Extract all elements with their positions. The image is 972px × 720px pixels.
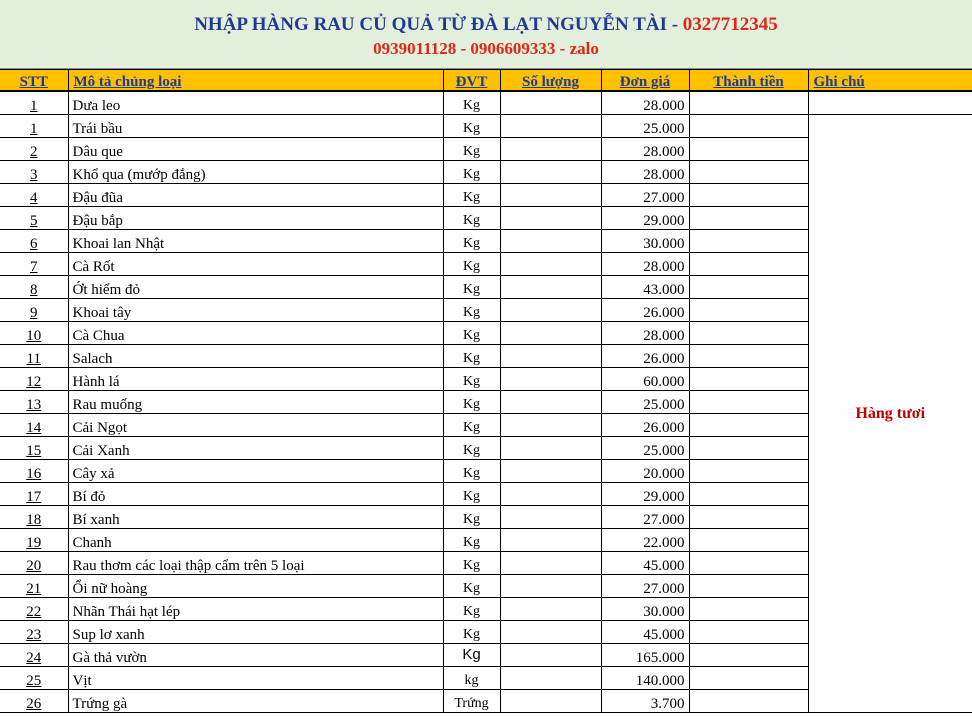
row-stt-cell[interactable]: 23 [0,621,68,644]
row-unit-cell[interactable]: Kg [443,368,500,391]
row-stt-cell[interactable]: 19 [0,529,68,552]
note-merged-cell[interactable]: Hàng tươi [808,115,972,713]
row-name-cell[interactable]: Vịt [68,667,443,690]
row-price-cell[interactable]: 26.000 [601,299,689,322]
row-price-cell[interactable]: 25.000 [601,437,689,460]
row-total-cell[interactable] [689,575,808,598]
row-unit-cell[interactable]: Kg [443,115,500,138]
row-stt-cell[interactable]: 24 [0,644,68,667]
row-total-cell[interactable] [689,91,808,115]
row-unit-cell[interactable]: kg [443,667,500,690]
row-unit-cell[interactable]: Kg [443,529,500,552]
row-unit-cell[interactable]: Kg [443,322,500,345]
row-price-cell[interactable]: 28.000 [601,91,689,115]
row-total-cell[interactable] [689,621,808,644]
row-price-cell[interactable]: 20.000 [601,460,689,483]
row-name-cell[interactable]: Cây xả [68,460,443,483]
row-quantity-cell[interactable] [500,253,601,276]
row-stt-cell[interactable]: 15 [0,437,68,460]
row-unit-cell[interactable]: Kg [443,598,500,621]
row-price-cell[interactable]: 30.000 [601,598,689,621]
row-stt-cell[interactable]: 18 [0,506,68,529]
row-total-cell[interactable] [689,299,808,322]
row-name-cell[interactable]: Hành lá [68,368,443,391]
row-name-cell[interactable]: Trứng gà [68,690,443,713]
row-unit-cell[interactable]: Kg [443,91,500,115]
col-header-price[interactable]: Đơn giá [601,70,689,92]
row-quantity-cell[interactable] [500,276,601,299]
row-price-cell[interactable]: 25.000 [601,391,689,414]
row-name-cell[interactable]: Bí xanh [68,506,443,529]
row-price-cell[interactable]: 28.000 [601,253,689,276]
row-name-cell[interactable]: Dâu que [68,138,443,161]
row-unit-cell[interactable] [443,644,500,667]
row-name-cell[interactable]: Ổi nữ hoàng [68,575,443,598]
row-stt-cell[interactable]: 5 [0,207,68,230]
row-price-cell[interactable]: 45.000 [601,552,689,575]
row-quantity-cell[interactable] [500,644,601,667]
row-unit-cell[interactable]: Kg [443,437,500,460]
row-unit-cell[interactable]: Kg [443,230,500,253]
header-contacts: 0939011128 - 0906609333 - zalo [373,39,599,58]
row-name-cell[interactable]: Bí đỏ [68,483,443,506]
row-total-cell[interactable] [689,460,808,483]
row-note-cell[interactable] [808,91,972,115]
row-stt-cell[interactable]: 1 [0,115,68,138]
row-total-cell[interactable] [689,115,808,138]
row-stt-cell[interactable]: 25 [0,667,68,690]
row-unit-cell[interactable]: Kg [443,621,500,644]
row-stt-cell[interactable]: 26 [0,690,68,713]
row-stt-cell[interactable]: 12 [0,368,68,391]
col-header-total[interactable]: Thành tiền [689,70,808,92]
row-quantity-cell[interactable] [500,690,601,713]
row-quantity-cell[interactable] [500,345,601,368]
row-name-cell[interactable]: Cà Rốt [68,253,443,276]
table-row [0,115,972,138]
row-total-cell[interactable] [689,667,808,690]
row-price-cell[interactable]: 27.000 [601,184,689,207]
row-unit-cell[interactable]: Kg [443,161,500,184]
row-stt-cell[interactable]: 11 [0,345,68,368]
row-total-cell[interactable] [689,644,808,667]
row-stt-cell[interactable]: 10 [0,322,68,345]
row-price-cell[interactable]: 3.700 [601,690,689,713]
row-unit-cell[interactable]: Trứng [443,690,500,713]
row-stt-cell[interactable]: 21 [0,575,68,598]
row-total-cell[interactable] [689,437,808,460]
row-stt-cell[interactable]: 16 [0,460,68,483]
row-quantity-cell[interactable] [500,161,601,184]
row-stt-cell[interactable]: 6 [0,230,68,253]
col-header-stt[interactable]: STT [0,70,68,92]
row-quantity-cell[interactable] [500,483,601,506]
row-quantity-cell[interactable] [500,138,601,161]
row-quantity-cell[interactable] [500,575,601,598]
row-unit-cell[interactable]: Kg [443,483,500,506]
table-body [0,91,972,713]
row-total-cell[interactable] [689,207,808,230]
row-stt-cell[interactable]: 17 [0,483,68,506]
row-unit-cell[interactable]: Kg [443,506,500,529]
row-quantity-cell[interactable] [500,506,601,529]
row-name-cell[interactable]: Cải Xanh [68,437,443,460]
row-name-cell[interactable]: Cà Chua [68,322,443,345]
row-unit-cell[interactable]: Kg [443,138,500,161]
row-quantity-cell[interactable] [500,115,601,138]
row-unit-cell[interactable]: Kg [443,207,500,230]
row-stt-cell[interactable]: 13 [0,391,68,414]
row-quantity-cell[interactable] [500,598,601,621]
header-title: NHẬP HÀNG RAU CỦ QUẢ TỪ ĐÀ LẠT NGUYỄN TÀI [194,14,667,35]
row-name-cell[interactable]: Sup lơ xanh [68,621,443,644]
row-total-cell[interactable] [689,483,808,506]
row-price-cell[interactable]: 28.000 [601,138,689,161]
row-name-cell[interactable]: Chanh [68,529,443,552]
row-quantity-cell[interactable] [500,184,601,207]
row-name-cell[interactable]: Nhãn Thái hạt lép [68,598,443,621]
row-price-cell[interactable]: 30.000 [601,230,689,253]
row-price-cell[interactable]: 45.000 [601,621,689,644]
row-unit-cell[interactable]: Kg [443,276,500,299]
row-quantity-cell[interactable] [500,299,601,322]
col-header-description[interactable]: Mô tả chủng loại [68,70,443,92]
row-total-cell[interactable] [689,253,808,276]
table-row [0,91,972,115]
row-price-cell[interactable]: 27.000 [601,575,689,598]
row-quantity-cell[interactable] [500,322,601,345]
row-name-cell[interactable]: Khổ qua (mướp đắng) [68,161,443,184]
row-unit-cell[interactable]: Kg [443,253,500,276]
row-unit-cell[interactable]: Kg [443,575,500,598]
row-total-cell[interactable] [689,322,808,345]
row-quantity-cell[interactable] [500,207,601,230]
header-row [0,70,972,92]
row-price-cell[interactable]: 27.000 [601,506,689,529]
row-name-cell[interactable]: Dưa leo [68,91,443,115]
row-unit-cell[interactable]: Kg [443,391,500,414]
header-phone: 0327712345 [682,14,778,35]
row-total-cell[interactable] [689,184,808,207]
row-name-cell[interactable]: Khoai tây [68,299,443,322]
row-name-cell[interactable]: Salach [68,345,443,368]
row-name-cell[interactable]: Đậu đũa [68,184,443,207]
row-price-cell[interactable]: 28.000 [601,161,689,184]
row-name-cell[interactable]: Trái bầu [68,115,443,138]
row-quantity-cell[interactable] [500,460,601,483]
row-name-cell[interactable]: Rau muống [68,391,443,414]
row-quantity-cell[interactable] [500,391,601,414]
row-price-cell[interactable]: 29.000 [601,483,689,506]
row-total-cell[interactable] [689,598,808,621]
row-price-cell[interactable]: 26.000 [601,345,689,368]
row-total-cell[interactable] [689,138,808,161]
row-name-cell[interactable]: Gà thả vườn [68,644,443,667]
col-header-quantity[interactable]: Số lượng [500,70,601,92]
row-price-cell[interactable]: 43.000 [601,276,689,299]
row-total-cell[interactable] [689,552,808,575]
row-price-cell[interactable]: 28.000 [601,322,689,345]
row-name-cell[interactable]: Khoai lan Nhật [68,230,443,253]
row-unit-cell[interactable]: Kg [443,460,500,483]
row-unit-cell[interactable]: Kg [443,299,500,322]
row-price-cell[interactable]: 140.000 [601,667,689,690]
row-price-cell[interactable]: 26.000 [601,414,689,437]
row-quantity-cell[interactable] [500,667,601,690]
row-price-cell[interactable]: 25.000 [601,115,689,138]
sheet-header [0,0,972,69]
row-name-cell[interactable]: Ớt hiểm đỏ [68,276,443,299]
header-title-line [0,14,972,36]
row-price-cell[interactable]: 22.000 [601,529,689,552]
row-unit-cell[interactable]: Kg [443,552,500,575]
col-header-unit[interactable]: ĐVT [443,70,500,92]
row-unit-cell[interactable]: Kg [443,414,500,437]
row-total-cell[interactable] [689,230,808,253]
row-name-cell[interactable]: Rau thơm các loại thập cẩm trên 5 loại [68,552,443,575]
row-stt-cell[interactable]: 4 [0,184,68,207]
row-quantity-cell[interactable] [500,529,601,552]
row-total-cell[interactable] [689,690,808,713]
row-price-cell[interactable]: 60.000 [601,368,689,391]
row-stt-cell[interactable]: 2 [0,138,68,161]
row-total-cell[interactable] [689,161,808,184]
row-price-cell[interactable]: 165.000 [601,644,689,667]
row-quantity-cell[interactable] [500,437,601,460]
row-name-cell[interactable]: Cải Ngọt [68,414,443,437]
row-quantity-cell[interactable] [500,552,601,575]
col-header-note[interactable]: Ghi chú [808,70,972,92]
row-quantity-cell[interactable] [500,414,601,437]
row-name-cell[interactable]: Đậu bắp [68,207,443,230]
row-unit-cell[interactable]: Kg [443,184,500,207]
price-table [0,69,972,713]
header-separator: - [666,14,683,35]
row-stt-cell[interactable]: 3 [0,161,68,184]
row-total-cell[interactable] [689,506,808,529]
row-stt-cell[interactable]: 14 [0,414,68,437]
row-total-cell[interactable] [689,345,808,368]
row-stt-cell[interactable]: 20 [0,552,68,575]
row-quantity-cell[interactable] [500,91,601,115]
row-total-cell[interactable] [689,414,808,437]
row-stt-cell[interactable]: 22 [0,598,68,621]
row-price-cell[interactable]: 29.000 [601,207,689,230]
row-unit-text: Kg [458,646,484,663]
row-total-cell[interactable] [689,368,808,391]
row-quantity-cell[interactable] [500,368,601,391]
row-stt-cell[interactable]: 8 [0,276,68,299]
row-quantity-cell[interactable] [500,230,601,253]
row-stt-cell[interactable]: 7 [0,253,68,276]
row-quantity-cell[interactable] [500,621,601,644]
row-unit-cell[interactable]: Kg [443,345,500,368]
row-total-cell[interactable] [689,391,808,414]
row-stt-cell[interactable]: 1 [0,91,68,115]
row-total-cell[interactable] [689,276,808,299]
row-stt-cell[interactable]: 9 [0,299,68,322]
row-total-cell[interactable] [689,529,808,552]
